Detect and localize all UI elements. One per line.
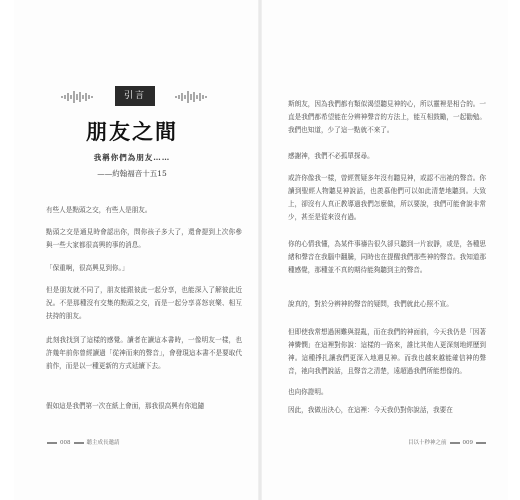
right-paragraph: 你的心情我懂，為某件事禱告很久卻只聽到一片寂靜，或是，各種思緒和聲音在我腦中翻騰，同時也在提醒我們那些神的聲音。我知道那種感覺，那種並不真的期待能夠聽到主的聲音。	[288, 240, 486, 274]
chapter-badge-row	[60, 82, 210, 112]
left-paragraph: 「保重啊，很高興見到你。」	[46, 264, 129, 272]
left-footer	[44, 438, 120, 446]
left-paragraph: 有些人是點頭之交，有些人是朋友。	[46, 206, 152, 214]
left-paragraph: 但是朋友就不同了，朋友能跟彼此一起分享，也能深入了解彼此近況。不是那種沒有交集的點頭之交，而是一起分享喜怒哀樂、相互扶持的朋友。	[46, 286, 242, 320]
left-paragraph: 此刻我找到了這樣的感覺。讀者在讀這本書時，一像明友一樣，也許幾年前你曾經讀過「從神而來的聲音」，會發現這本書不是要取代前作，而是以一種更新的方式延續下去。	[46, 336, 242, 370]
right-paragraph: 或許你像我一樣，曾經質疑多年沒有聽見神，或認不出祂的聲音。你讀到聖經人物聽見神說話，也羨慕他們可以如此清楚地聽到。大致上，卻沒有人真正教導過我們怎麼做，所以要說，我們可能會說非常少，甚至是從來沒有過。	[288, 174, 486, 221]
right-paragraph: 感謝神，我們不必孤單探尋。	[288, 152, 374, 160]
right-paragraph: 但即使我常想過困難與混亂，而在我們的神面前，今天我仍是「因著神憐憫」在這裡對你說：這樣的一路來，誰比其他人更深刻地經歷到神。這種掙扎讓我們更深入地遇見神。而我也越來越能確信神的聲音，祂向我們說話，且聲音之清楚，遠超過我們所能想像的。	[288, 328, 486, 375]
sound-wave-icon	[60, 90, 96, 104]
page-number: 008	[60, 440, 71, 446]
footer-rule	[47, 442, 57, 444]
page-number: 009	[462, 440, 474, 446]
epigraph: 我稱你們為朋友……	[93, 153, 171, 162]
chapter-badge: 引言	[115, 86, 155, 106]
left-paragraph: 點頭之交是通見時會認出你，問你孩子多大了，還會提到上次你參與一些大家都很高興的事的消息。	[46, 228, 242, 249]
epigraph-source: ——約翰福音十五15	[97, 169, 167, 178]
right-paragraph: 因此，我做出決心，在這裡：今天我仍對你說話，我要在	[288, 406, 453, 414]
running-title: 聽主成長邀請	[86, 440, 120, 446]
left-paragraph: 假如這是我們第一次在紙上會面，那我很高興有你追隨	[46, 402, 205, 410]
chapter-title: 朋友之間	[86, 119, 178, 144]
right-paragraph: 說真的，對於分辨神的聲音的疑問，我們就此心照不宣。	[288, 300, 453, 308]
right-paragraph: 斯朗友，因為我們都有類似渴望聽見神的心，所以靈裡是相合的。一直是我們都希望能在分辨神聲音的方法上，能互相鼓勵，一起勸勉。我們也知道，少了這一點就不來了。	[288, 100, 486, 134]
right-footer	[408, 438, 489, 446]
footer-rule	[74, 442, 84, 444]
footer-rule	[476, 442, 486, 444]
footer-rule	[450, 442, 460, 444]
running-title: 目以十秒神之前	[408, 440, 447, 446]
sound-wave-icon	[174, 90, 210, 104]
right-paragraph: 也向你證明。	[288, 388, 328, 396]
